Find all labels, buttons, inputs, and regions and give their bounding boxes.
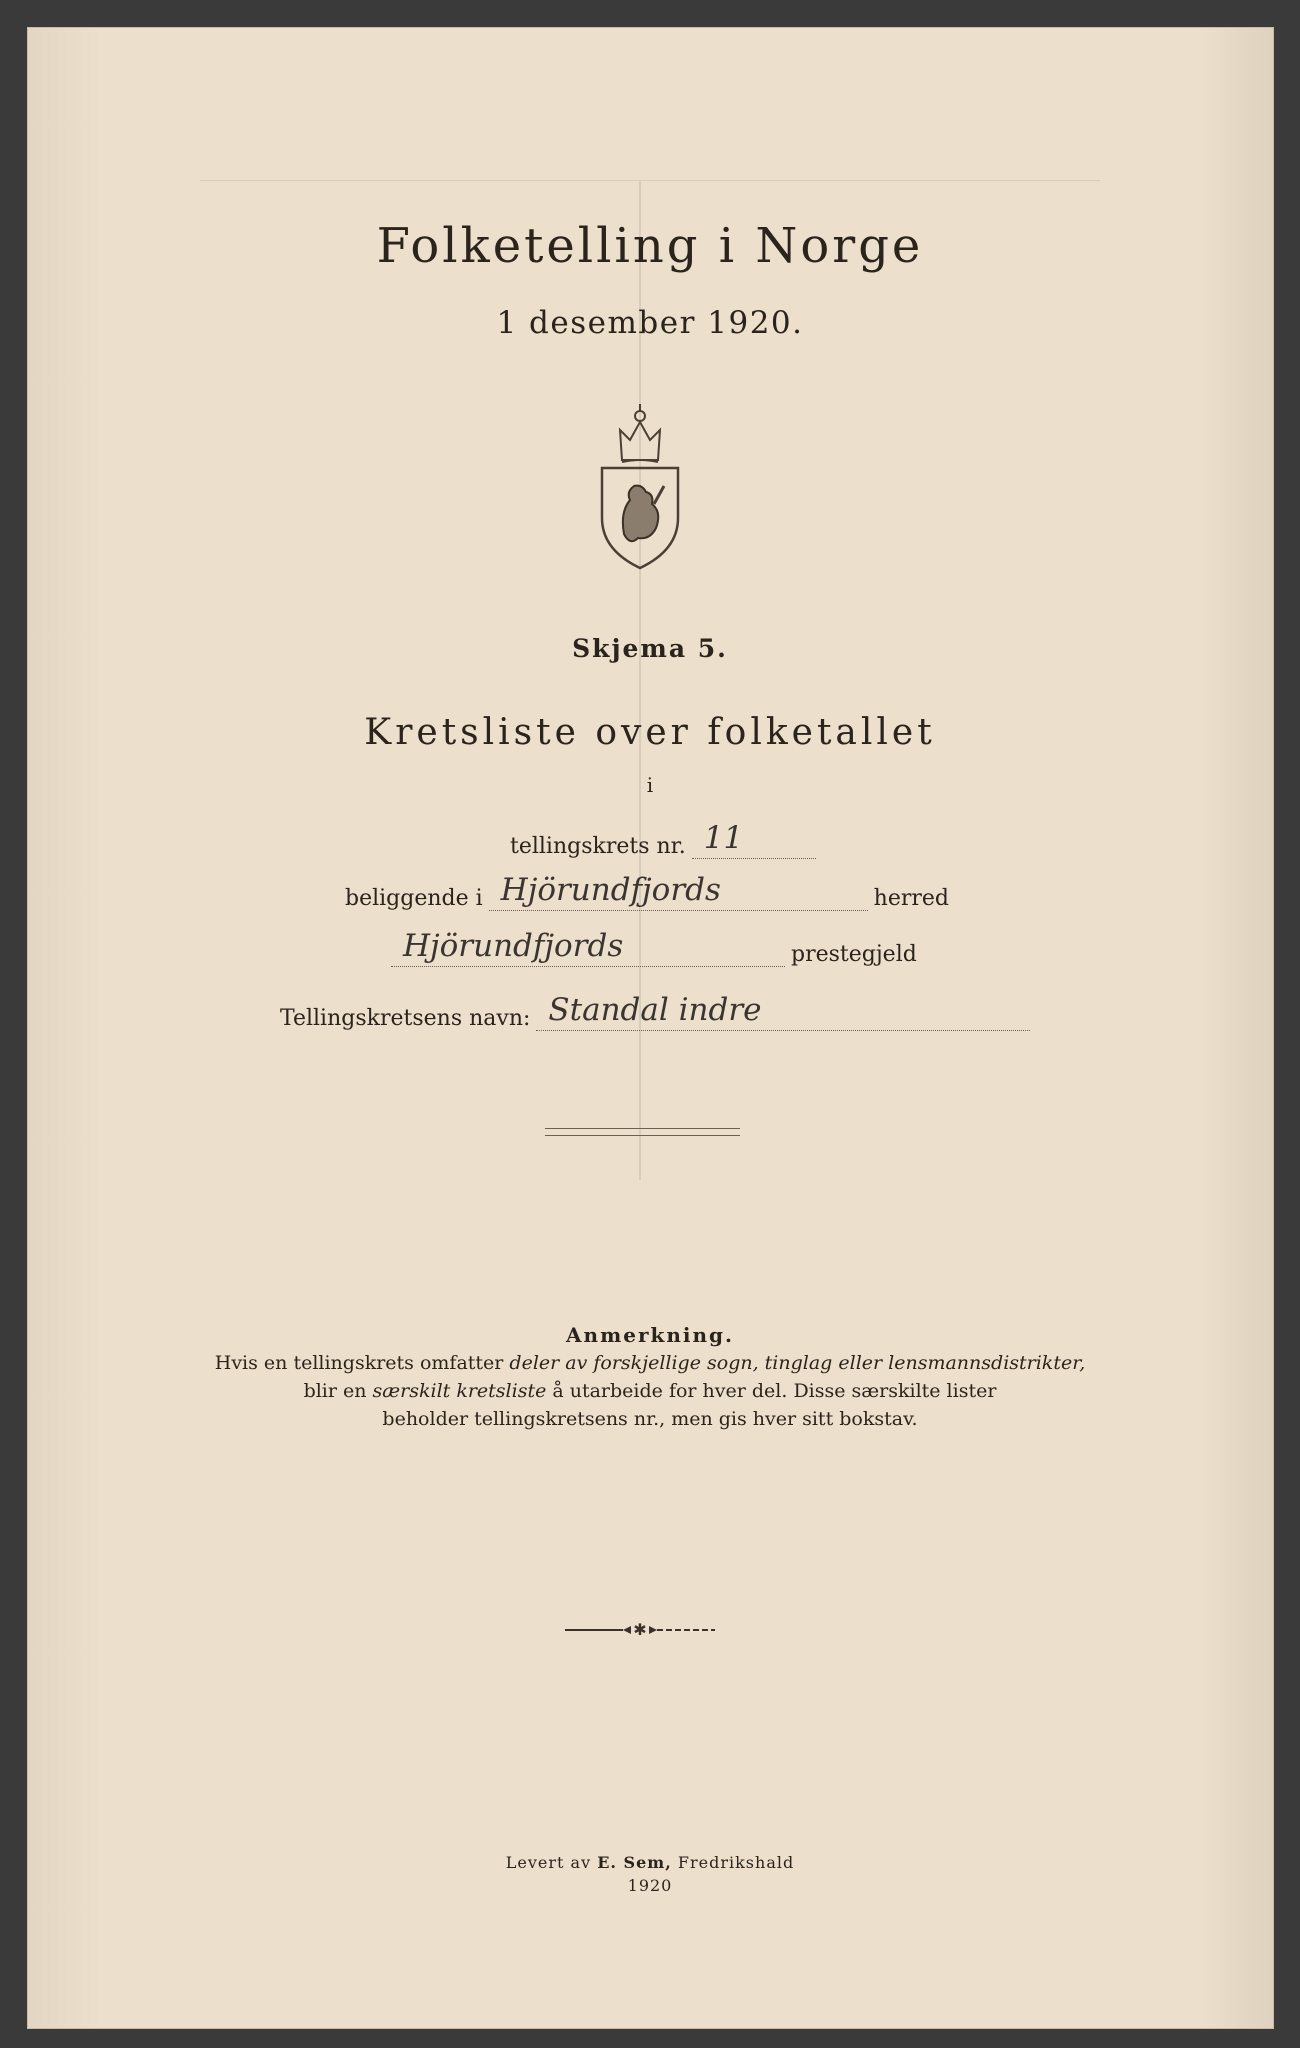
kretsnavn-row	[280, 990, 1036, 1031]
double-rule-divider	[545, 1128, 740, 1136]
printer-year: 1920	[627, 1876, 673, 1895]
kretsnavn-label: Tellingskretsens navn:	[280, 1006, 531, 1031]
note-line-2: blir en særskilt kretsliste å utarbeide for hver del. Disse særskilte lister	[303, 1380, 997, 1402]
prestegjeld-row	[385, 926, 917, 967]
coat-of-arms-icon	[590, 400, 690, 572]
form-heading: Kretsliste over folketallet	[364, 712, 936, 753]
preposition-i: i	[646, 773, 654, 797]
note-line-3: beholder tellingskretsens nr., men gis hver sitt bokstav.	[382, 1408, 918, 1430]
document-title: Folketelling i Norge	[376, 218, 924, 274]
tellingskrets-row	[510, 818, 822, 859]
kretsnavn-value: Standal indre	[536, 990, 1030, 1031]
svg-text:✱: ✱	[633, 1620, 647, 1639]
schema-number: Skjema 5.	[572, 634, 728, 663]
beliggende-row	[345, 870, 949, 911]
tellingskrets-value: 11	[692, 818, 816, 859]
printer-imprint: Levert av E. Sem, Fredrikshald	[505, 1853, 795, 1872]
prestegjeld-value: Hjörundfjords	[391, 926, 785, 967]
note-title: Anmerkning.	[566, 1323, 734, 1347]
herred-label: herred	[873, 886, 949, 911]
herred-value: Hjörundfjords	[489, 870, 868, 911]
tellingskrets-label: tellingskrets nr.	[510, 834, 686, 859]
prestegjeld-label: prestegjeld	[791, 942, 917, 967]
beliggende-label: beliggende i	[345, 886, 483, 911]
note-line-1: Hvis en tellingskrets omfatter deler av forskjellige sogn, tinglag eller lensmannsdistrikter,	[214, 1352, 1086, 1374]
document-date: 1 desember 1920.	[496, 305, 804, 341]
ornament-divider-icon	[565, 1620, 715, 1640]
